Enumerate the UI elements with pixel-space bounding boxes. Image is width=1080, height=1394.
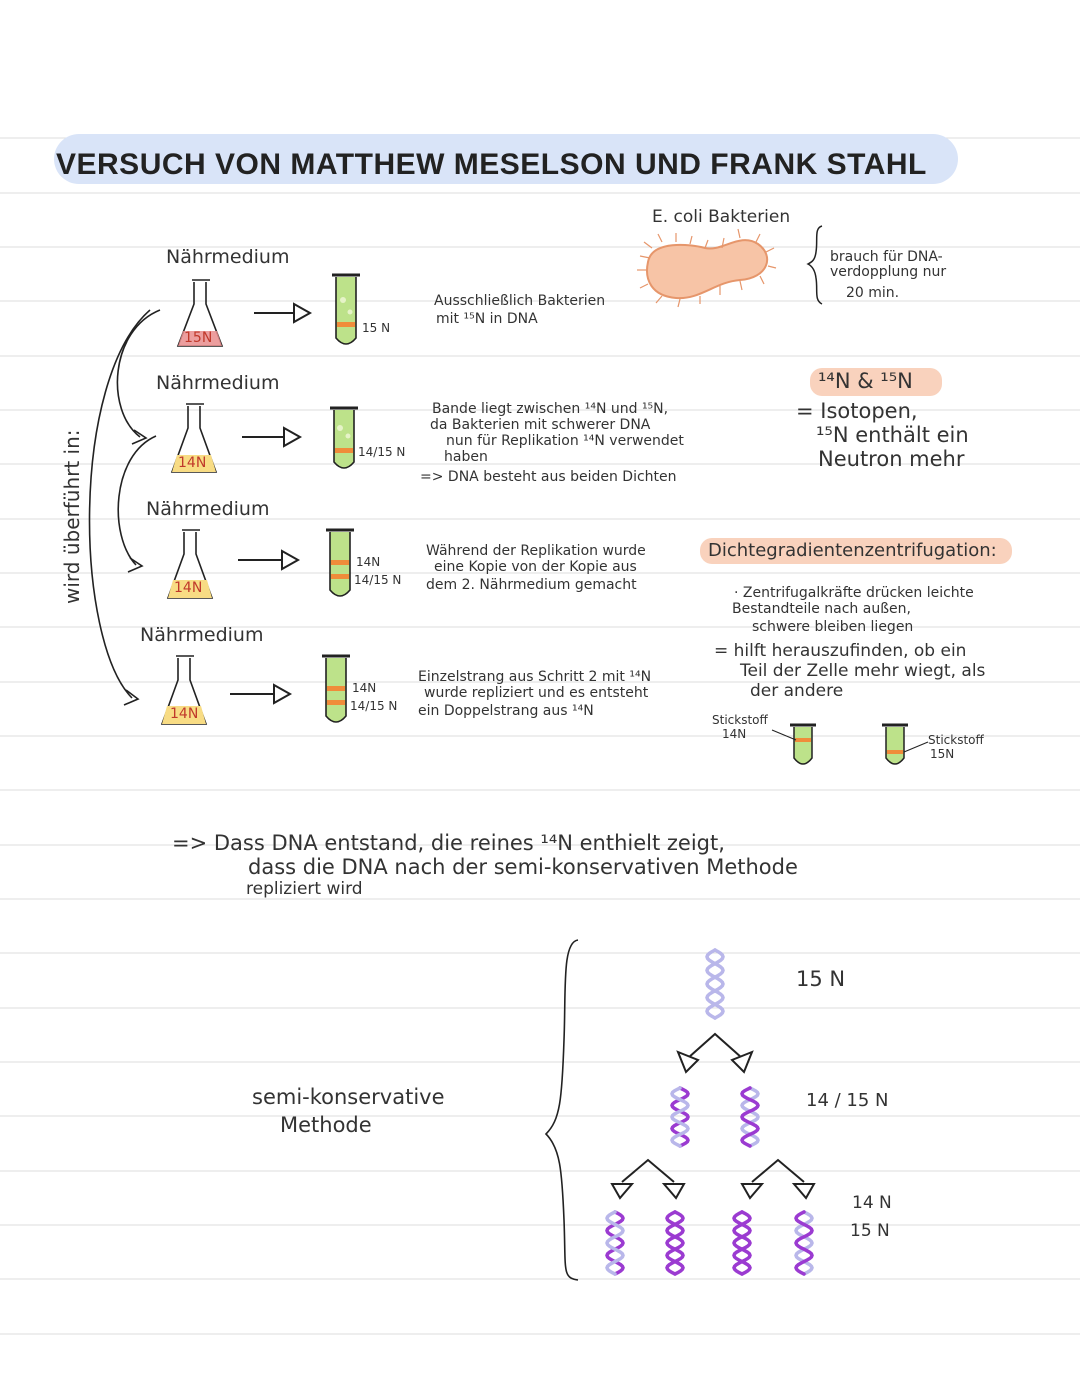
density-bullet-1: · Zentrifugalkräfte drücken leichte — [734, 585, 974, 601]
step4-desc-3: ein Doppelstrang aus ¹⁴N — [418, 703, 594, 719]
tube-right-label-1: Stickstoff — [928, 733, 984, 747]
flask-label: 14N — [170, 706, 199, 722]
step1-desc-1: Ausschließlich Bakterien — [434, 293, 606, 309]
tube-right-label-2: 15N — [930, 747, 955, 761]
isotope-line-2: ¹⁵N enthält ein — [816, 423, 969, 447]
test-tube-icon — [332, 275, 360, 344]
side-label: wird überführt in: — [60, 429, 84, 604]
density-bullet-2: Bestandteile nach außen, — [732, 601, 911, 617]
tube-label-bottom: 14/15 N — [354, 573, 402, 587]
step2-desc-2: da Bakterien mit schwerer DNA — [430, 417, 651, 433]
test-tube-icon — [322, 656, 350, 722]
step3-desc-3: dem 2. Nährmedium gemacht — [426, 577, 637, 593]
step1-desc-2: mit ¹⁵N in DNA — [436, 311, 538, 327]
step2-desc-5: => DNA besteht aus beiden Dichten — [420, 469, 677, 485]
step3-desc-2: eine Kopie von der Kopie aus — [434, 559, 637, 575]
density-bullet-3: schwere bleiben liegen — [752, 619, 914, 635]
tree-arrows — [612, 1034, 814, 1198]
gen3-label-a: 14 N — [852, 1193, 892, 1213]
tube-label-top: 14N — [356, 555, 381, 569]
flask-label: 14N — [174, 580, 203, 596]
density-heading: Dichtegradientenzentrifugation: — [708, 540, 997, 561]
ecoli-brace — [808, 226, 822, 304]
isotope-line-3: Neutron mehr — [818, 447, 965, 471]
density-result-1: = hilft herauszufinden, ob ein — [714, 641, 967, 661]
tube-label-top: 14N — [352, 681, 377, 695]
tube-left-label-1: Stickstoff — [712, 713, 768, 727]
tube-label: 15 N — [362, 321, 391, 335]
tube-label: 14/15 N — [358, 445, 406, 459]
test-tube-icon — [330, 408, 358, 468]
medium-label: Nährmedium — [146, 498, 270, 520]
flask-label: 14N — [178, 455, 207, 471]
step4-desc-2: wurde repliziert und es entsteht — [424, 685, 649, 701]
gen1-label: 15 N — [796, 967, 846, 991]
density-result-3: der andere — [750, 681, 844, 701]
step4-desc-1: Einzelstrang aus Schritt 2 mit ¹⁴N — [418, 669, 652, 685]
step2-desc-4: haben — [444, 449, 488, 465]
conclusion-line-2: dass die DNA nach der semi-konservativen Methode — [248, 855, 798, 879]
step2-desc-1: Bande liegt zwischen ¹⁴N und ¹⁵N, — [432, 401, 669, 417]
tube-label-bottom: 14/15 N — [350, 699, 398, 713]
step3-desc-1: Während der Replikation wurde — [426, 543, 646, 559]
ecoli-icon — [637, 229, 776, 307]
density-result-2: Teil der Zelle mehr wiegt, als — [740, 661, 986, 681]
flask-label: 15N — [184, 330, 213, 346]
ecoli-note-1: brauch für DNA- — [830, 249, 943, 265]
medium-label: Nährmedium — [156, 372, 280, 394]
gen3-label-b: 15 N — [850, 1221, 890, 1241]
ecoli-note-2: verdopplung nur — [830, 264, 947, 280]
conclusion-line-3: repliziert wird — [246, 879, 363, 899]
page-title: VERSUCH VON MATTHEW MESELSON UND FRANK STAHL — [56, 148, 927, 181]
conclusion-line-1: => Dass DNA entstand, die reines ¹⁴N enthielt zeigt, — [172, 831, 725, 855]
medium-label: Nährmedium — [140, 624, 264, 646]
ecoli-note-3: 20 min. — [846, 285, 900, 301]
test-tube-icon — [326, 530, 354, 596]
isotope-line-1: = Isotopen, — [796, 399, 918, 423]
ecoli-label: E. coli Bakterien — [652, 207, 791, 227]
gen2-label: 14 / 15 N — [806, 1090, 889, 1111]
medium-label: Nährmedium — [166, 246, 290, 268]
step2-desc-3: nun für Replikation ¹⁴N verwendet — [446, 433, 684, 449]
method-label-2: Methode — [280, 1113, 372, 1137]
tube-left-label-2: 14N — [722, 727, 747, 741]
small-tube-icon — [772, 725, 816, 764]
isotope-heading: ¹⁴N & ¹⁵N — [818, 369, 913, 393]
method-brace — [546, 940, 578, 1280]
small-tube-icon — [882, 725, 928, 764]
method-label-1: semi-konservative — [252, 1085, 445, 1109]
dna-helices — [607, 950, 812, 1274]
